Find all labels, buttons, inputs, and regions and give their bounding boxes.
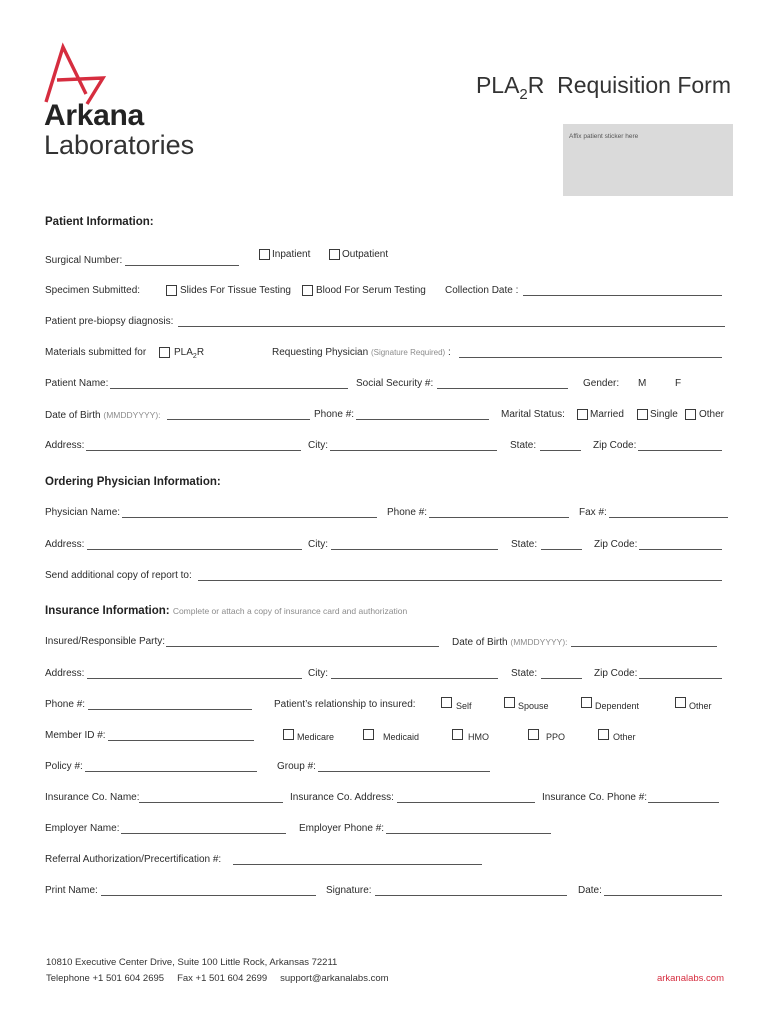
diagnosis-field[interactable] bbox=[178, 316, 725, 327]
patient-dob-format: (MMDDYYYY): bbox=[103, 410, 161, 420]
insured-zip-field[interactable] bbox=[639, 668, 722, 679]
employer-phone-label: Employer Phone #: bbox=[299, 823, 385, 834]
insured-state-field[interactable] bbox=[541, 668, 582, 679]
gender-option-female: F bbox=[675, 378, 682, 389]
relationship-spouse-label: Spouse bbox=[518, 701, 549, 711]
gender-label: Gender: bbox=[583, 378, 620, 389]
pla2r-subscript: 2 bbox=[192, 353, 197, 360]
patient-name-field[interactable] bbox=[110, 378, 348, 389]
date-label: Date: bbox=[578, 885, 602, 896]
signature-required-note: (Signature Required) bbox=[370, 348, 446, 357]
outpatient-label: Outpatient bbox=[342, 249, 389, 260]
collection-date-label: Collection Date : bbox=[445, 285, 519, 296]
physician-city-label: City: bbox=[308, 539, 328, 550]
requesting-physician-colon: : bbox=[448, 347, 451, 358]
gender-option-male: M bbox=[638, 378, 647, 389]
inpatient-label: Inpatient bbox=[272, 249, 311, 260]
sticker-instruction: Affix patient sticker here bbox=[569, 133, 639, 140]
insurance-note: Complete or attach a copy of insurance card and authorization bbox=[172, 606, 408, 616]
relationship-other-label: Other bbox=[689, 701, 712, 711]
ssn-label: Social Security #: bbox=[356, 378, 434, 389]
footer-telephone: Telephone +1 501 604 2695 bbox=[46, 973, 165, 984]
signature-label: Signature: bbox=[326, 885, 372, 896]
patient-zip-label: Zip Code: bbox=[593, 440, 637, 451]
blood-label: Blood For Serum Testing bbox=[316, 285, 426, 296]
relationship-spouse-checkbox[interactable] bbox=[504, 697, 515, 708]
plan-other-label: Other bbox=[613, 732, 636, 742]
patient-state-label: State: bbox=[510, 440, 537, 451]
plan-other-checkbox[interactable] bbox=[598, 729, 609, 740]
referral-label: Referral Authorization/Precertification #: bbox=[45, 854, 222, 865]
patient-city-label: City: bbox=[308, 440, 328, 451]
slides-checkbox[interactable] bbox=[166, 285, 177, 296]
surgical-number-field[interactable] bbox=[125, 255, 239, 266]
medicare-checkbox[interactable] bbox=[283, 729, 294, 740]
materials-label: Materials submitted for bbox=[45, 347, 147, 358]
signature-row bbox=[0, 885, 770, 897]
married-label: Married bbox=[590, 409, 624, 420]
policy-row bbox=[0, 761, 770, 773]
insured-dob-field[interactable] bbox=[571, 636, 717, 647]
pla2r-checkbox[interactable] bbox=[159, 347, 170, 358]
insurance-section-heading bbox=[45, 604, 407, 618]
report-copy-field[interactable] bbox=[198, 570, 722, 581]
hmo-checkbox[interactable] bbox=[452, 729, 463, 740]
member-id-row bbox=[0, 730, 770, 742]
footer-fax: Fax +1 501 604 2699 bbox=[177, 973, 268, 984]
physician-name-field[interactable] bbox=[122, 507, 377, 518]
report-copy-label: Send additional copy of report to: bbox=[45, 570, 192, 581]
form-title-prefix: PLA bbox=[475, 72, 520, 98]
insurance-company-phone-label: Insurance Co. Phone #: bbox=[542, 792, 648, 803]
insurance-company-row bbox=[0, 792, 770, 804]
physician-section-heading: Ordering Physician Information: bbox=[45, 476, 221, 488]
surgical-number-label: Surgical Number: bbox=[45, 255, 123, 266]
form-title-suffix: R Requisition Form bbox=[527, 72, 731, 98]
physician-name-row bbox=[0, 507, 770, 519]
relationship-self-checkbox[interactable] bbox=[441, 697, 452, 708]
insurance-company-address-field[interactable] bbox=[397, 792, 535, 803]
surgical-number-row bbox=[0, 255, 770, 267]
footer-contact bbox=[46, 973, 389, 985]
medicaid-label: Medicaid bbox=[383, 732, 420, 742]
pla2r-prefix: PLA bbox=[174, 347, 193, 358]
footer-address: 10810 Executive Center Drive, Suite 100 Little Rock, Arkansas 72211 bbox=[46, 957, 338, 968]
patient-city-field[interactable] bbox=[330, 440, 497, 451]
relationship-label: Patient’s relationship to insured: bbox=[274, 699, 416, 710]
ppo-label: PPO bbox=[546, 732, 566, 742]
print-name-label: Print Name: bbox=[45, 885, 98, 896]
single-checkbox[interactable] bbox=[637, 409, 648, 420]
relationship-dependent-label: Dependent bbox=[595, 701, 640, 711]
policy-label: Policy #: bbox=[45, 761, 83, 772]
member-id-label: Member ID #: bbox=[45, 730, 106, 741]
form-title bbox=[475, 72, 731, 103]
diagnosis-row bbox=[0, 316, 770, 328]
patient-name-row bbox=[0, 378, 770, 390]
patient-dob-row bbox=[0, 409, 770, 421]
insured-address-field[interactable] bbox=[87, 668, 302, 679]
requesting-physician-label bbox=[272, 347, 451, 359]
physician-fax-field[interactable] bbox=[609, 507, 728, 518]
patient-address-field[interactable] bbox=[86, 440, 301, 451]
insured-party-field[interactable] bbox=[166, 636, 439, 647]
physician-city-field[interactable] bbox=[331, 539, 498, 550]
physician-address-row bbox=[0, 539, 770, 551]
ppo-checkbox[interactable] bbox=[528, 729, 539, 740]
relationship-other-checkbox[interactable] bbox=[675, 697, 686, 708]
marital-other-label: Other bbox=[699, 409, 725, 420]
marital-other-checkbox[interactable] bbox=[685, 409, 696, 420]
patient-state-field[interactable] bbox=[540, 440, 581, 451]
relationship-dependent-checkbox[interactable] bbox=[581, 697, 592, 708]
slides-label: Slides For Tissue Testing bbox=[180, 285, 291, 296]
patient-dob-field[interactable] bbox=[167, 409, 310, 420]
footer-email-link[interactable]: support@arkanalabs.com bbox=[280, 973, 389, 984]
referral-row bbox=[0, 854, 770, 866]
insured-state-label: State: bbox=[511, 668, 538, 679]
patient-dob-label bbox=[45, 409, 161, 422]
member-id-field[interactable] bbox=[108, 730, 254, 741]
married-checkbox[interactable] bbox=[577, 409, 588, 420]
blood-checkbox[interactable] bbox=[302, 285, 313, 296]
insured-party-row bbox=[0, 636, 770, 648]
form-title-subscript: 2 bbox=[519, 86, 528, 103]
physician-name-label: Physician Name: bbox=[45, 507, 121, 518]
employer-name-field[interactable] bbox=[121, 823, 286, 834]
medicare-label: Medicare bbox=[297, 732, 335, 742]
physician-phone-label: Phone #: bbox=[387, 507, 428, 518]
pla2r-suffix: R bbox=[196, 347, 205, 358]
group-field[interactable] bbox=[318, 761, 490, 772]
physician-phone-field[interactable] bbox=[429, 507, 569, 518]
specimen-label: Specimen Submitted: bbox=[45, 285, 141, 296]
patient-dob-text: Date of Birth bbox=[45, 410, 101, 421]
group-label: Group #: bbox=[277, 761, 316, 772]
collection-date-field[interactable] bbox=[523, 285, 722, 296]
patient-sticker-area bbox=[563, 124, 733, 196]
employer-row bbox=[0, 823, 770, 835]
insured-city-label: City: bbox=[308, 668, 328, 679]
marital-status-label: Marital Status: bbox=[501, 409, 565, 420]
patient-phone-label: Phone #: bbox=[314, 409, 355, 420]
insured-party-label: Insured/Responsible Party: bbox=[45, 636, 166, 647]
medicaid-checkbox[interactable] bbox=[363, 729, 374, 740]
physician-state-label: State: bbox=[511, 539, 538, 550]
physician-state-field[interactable] bbox=[541, 539, 582, 550]
patient-zip-field[interactable] bbox=[638, 440, 722, 451]
insurance-company-phone-field[interactable] bbox=[648, 792, 719, 803]
physician-zip-field[interactable] bbox=[639, 539, 722, 550]
date-field[interactable] bbox=[604, 885, 722, 896]
brand-name: Arkana bbox=[44, 99, 144, 132]
referral-field[interactable] bbox=[233, 854, 482, 865]
hmo-label: HMO bbox=[468, 732, 489, 742]
insurance-company-address-label: Insurance Co. Address: bbox=[290, 792, 394, 803]
requesting-physician-field[interactable] bbox=[459, 347, 722, 358]
footer-website-link[interactable]: arkanalabs.com bbox=[656, 973, 724, 984]
insured-dob-label bbox=[452, 636, 568, 649]
requesting-physician-text: Requesting Physician bbox=[272, 347, 369, 358]
policy-field[interactable] bbox=[85, 761, 257, 772]
brand-subtitle: Laboratories bbox=[44, 130, 195, 160]
ssn-field[interactable] bbox=[437, 378, 568, 389]
materials-row bbox=[0, 347, 770, 359]
employer-phone-field[interactable] bbox=[386, 823, 551, 834]
physician-address-label: Address: bbox=[45, 539, 85, 550]
insured-dob-format: (MMDDYYYY): bbox=[510, 637, 568, 647]
insurance-company-name-field[interactable] bbox=[139, 792, 283, 803]
insured-address-label: Address: bbox=[45, 668, 85, 679]
pla2r-label bbox=[174, 347, 204, 359]
insured-dob-text: Date of Birth bbox=[452, 637, 508, 648]
arkana-logo-icon bbox=[0, 0, 120, 110]
insured-address-row bbox=[0, 668, 770, 680]
relationship-self-label: Self bbox=[456, 701, 472, 711]
employer-name-label: Employer Name: bbox=[45, 823, 120, 834]
patient-address-label: Address: bbox=[45, 440, 85, 451]
single-label: Single bbox=[650, 409, 678, 420]
physician-address-field[interactable] bbox=[87, 539, 302, 550]
insured-phone-field[interactable] bbox=[88, 699, 252, 710]
diagnosis-label: Patient pre-biopsy diagnosis: bbox=[45, 316, 174, 327]
insured-zip-label: Zip Code: bbox=[594, 668, 638, 679]
patient-name-label: Patient Name: bbox=[45, 378, 109, 389]
insured-phone-row bbox=[0, 699, 770, 711]
insurance-heading-text: Insurance Information: bbox=[45, 605, 170, 617]
report-copy-row bbox=[0, 570, 770, 582]
patient-address-row bbox=[0, 440, 770, 452]
insured-city-field[interactable] bbox=[331, 668, 498, 679]
signature-field[interactable] bbox=[375, 885, 567, 896]
insurance-company-name-label: Insurance Co. Name: bbox=[45, 792, 140, 803]
physician-fax-label: Fax #: bbox=[579, 507, 607, 518]
physician-zip-label: Zip Code: bbox=[594, 539, 638, 550]
patient-section-heading: Patient Information: bbox=[45, 216, 154, 228]
patient-phone-field[interactable] bbox=[356, 409, 489, 420]
specimen-row bbox=[0, 285, 770, 297]
print-name-field[interactable] bbox=[101, 885, 316, 896]
insured-phone-label: Phone #: bbox=[45, 699, 86, 710]
